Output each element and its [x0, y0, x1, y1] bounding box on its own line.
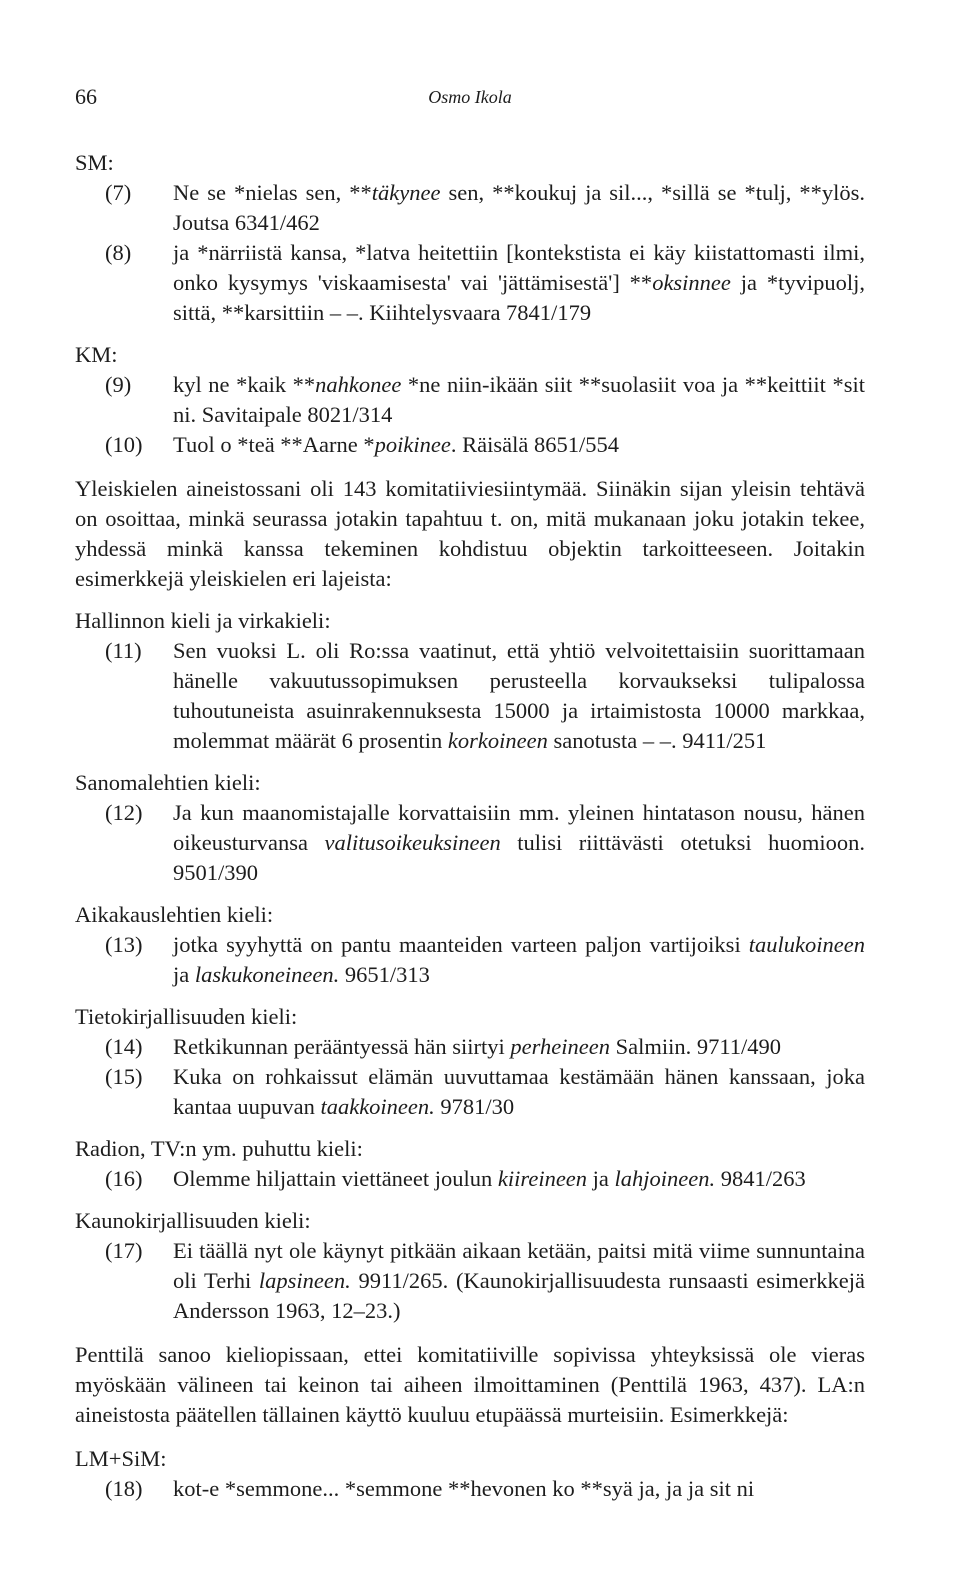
body-paragraph-2: Penttilä sanoo kieliopissaan, ettei komitatiiville sopivissa yhteyksissä ole vieras myöskään välineen tai keinon tai aiheen ilmoittaminen (Penttilä 1963, 437). LA:n aineistosta päätellen tällainen käyttö kuuluu etupäässä murteisiin. Esimerkkejä:: [75, 1342, 865, 1427]
example-italic-word: nahkonee: [315, 372, 402, 397]
example-17: [75, 1236, 865, 1326]
example-italic-word: lapsineen.: [258, 1268, 351, 1293]
example-number: (10): [105, 432, 143, 457]
example-italic-word: korkoineen: [447, 728, 548, 753]
page-header: [75, 84, 865, 114]
genre-label-newspapers: Sanomalehtien kieli:: [75, 770, 261, 795]
example-number: (14): [105, 1034, 143, 1059]
page-number: 66: [75, 84, 97, 109]
example-italic-word: perheineen: [510, 1034, 610, 1059]
example-text: Sen vuoksi L. oli Ro:ssa vaatinut, että yhtiö velvoitettaisiin suorittamaan hänelle vakuutussopimuksen perusteella korvaukseksi tulipalossa tuhoutuneista asuinrakennuksesta 15000 ja irtaimistosta 10000 markkaa, molemmat määrät 6 prosentin: [173, 638, 865, 753]
example-italic-word: oksinnee: [652, 270, 731, 295]
example-number: (13): [105, 932, 143, 957]
example-13: [75, 930, 865, 990]
example-italic-word: poikinee: [374, 432, 451, 457]
example-italic-word: lahjoineen.: [614, 1166, 716, 1191]
example-text: kot-e *semmone... *semmone **hevonen ko **syä ja, ja ja sit ni: [173, 1476, 755, 1501]
example-text: 9781/30: [434, 1094, 515, 1119]
example-text: . Räisälä 8651/554: [450, 432, 619, 457]
example-number: (11): [105, 638, 142, 663]
example-text: jotka syyhyttä on pantu maanteiden varteen paljon vartijoiksi: [173, 932, 749, 957]
example-text: Kuka on rohkaissut elämän uuvuttamaa kestämään hänen kanssaan, joka kantaa uupuvan: [173, 1064, 865, 1119]
example-number: (12): [105, 800, 143, 825]
example-text: Ja kun maanomistajalle korvattaisiin mm. yleinen hintatason nousu, hänen oikeusturvansa: [173, 800, 865, 855]
example-12: [75, 798, 865, 888]
example-text: Ei täällä nyt ole käynyt pitkään aikaan ketään, paitsi mitä viime sunnuntaina oli Terhi: [173, 1238, 865, 1293]
genre-label-magazines: Aikakauslehtien kieli:: [75, 902, 274, 927]
example-number: (9): [105, 372, 132, 397]
example-14: [75, 1032, 865, 1062]
example-text: ja *tyvipuolj, sittä, **karsittiin – –. Kiihtelysvaara 7841/179: [173, 270, 865, 325]
dialect-label-km: KM:: [75, 342, 118, 367]
example-text: *ne niin-ikään siit **suolasiit voa ja **keittiit *sit ni. Savitaipale 8021/314: [173, 372, 865, 427]
example-11: [75, 636, 865, 756]
example-italic-word: taakkoineen.: [320, 1094, 435, 1119]
example-text: Salmiin. 9711/490: [609, 1034, 782, 1059]
example-number: (15): [105, 1064, 143, 1089]
example-italic-word: täkynee: [371, 180, 441, 205]
example-7: [75, 178, 865, 238]
example-text: sen, **koukuj ja sil..., *sillä se *tulj, **ylös. Joutsa 6341/462: [173, 180, 865, 235]
genre-label-nonfiction: Tietokirjallisuuden kieli:: [75, 1004, 298, 1029]
example-text: Olemme hiljattain viettäneet joulun: [173, 1166, 498, 1191]
example-text: ja: [173, 962, 195, 987]
genre-label-fiction: Kaunokirjallisuuden kieli:: [75, 1208, 311, 1233]
example-italic-word: laskukoneineen.: [194, 962, 340, 987]
example-text: Ne se *nielas sen, **: [173, 180, 372, 205]
example-10: [75, 430, 865, 460]
running-head: Osmo Ikola: [428, 87, 512, 107]
example-number: (8): [105, 240, 132, 265]
example-text: Retkikunnan perääntyessä hän siirtyi: [173, 1034, 511, 1059]
example-16: [75, 1164, 865, 1194]
example-text: Tuol o *teä **Aarne *: [173, 432, 375, 457]
example-8: [75, 238, 865, 328]
example-text: 9841/263: [715, 1166, 806, 1191]
dialect-label-lm-sim: LM+SiM:: [75, 1446, 167, 1471]
example-text: kyl ne *kaik **: [173, 372, 316, 397]
example-15: [75, 1062, 865, 1122]
page-body: [75, 148, 865, 1504]
example-text: ja: [587, 1166, 615, 1191]
example-text: sanotusta – –. 9411/251: [547, 728, 767, 753]
example-number: (7): [105, 180, 132, 205]
genre-label-administration: Hallinnon kieli ja virkakieli:: [75, 608, 331, 633]
body-paragraph-1: Yleiskielen aineistossani oli 143 komitatiiviesiintymää. Siinäkin sijan yleisin tehtävä on osoittaa, minkä seurassa jotakin tapahtuu t. on, mitä mukanaan joku jotakin tekee, yhdessä minkä kanssa tekeminen kohdistuu objektin tarkoitteeseen. Joitakin esimerkkejä yleiskielen eri lajeista:: [75, 476, 865, 591]
example-number: (18): [105, 1476, 143, 1501]
example-text: ja *närriistä kansa, *latva heitettiin [kontekstista ei käy kiistattomasti ilmi, onko kysymys 'viskaamisesta' vai 'jättämisestä'] **: [173, 240, 865, 295]
example-italic-word: taulukoineen: [748, 932, 865, 957]
example-text: tulisi riittävästi otetuksi huomioon. 9501/390: [173, 830, 865, 885]
genre-label-radio-tv: Radion, TV:n ym. puhuttu kieli:: [75, 1136, 363, 1161]
example-italic-word: kiireineen: [497, 1166, 588, 1191]
dialect-label-sm: SM:: [75, 150, 114, 175]
example-number: (16): [105, 1166, 143, 1191]
example-italic-word: valitusoikeuksineen: [324, 830, 501, 855]
example-text: 9911/265. (Kaunokirjallisuudesta runsaasti esimerkkejä Andersson 1963, 12–23.): [173, 1268, 865, 1323]
example-text: 9651/313: [339, 962, 430, 987]
example-18: [75, 1474, 865, 1504]
example-9: [75, 370, 865, 430]
example-number: (17): [105, 1238, 143, 1263]
